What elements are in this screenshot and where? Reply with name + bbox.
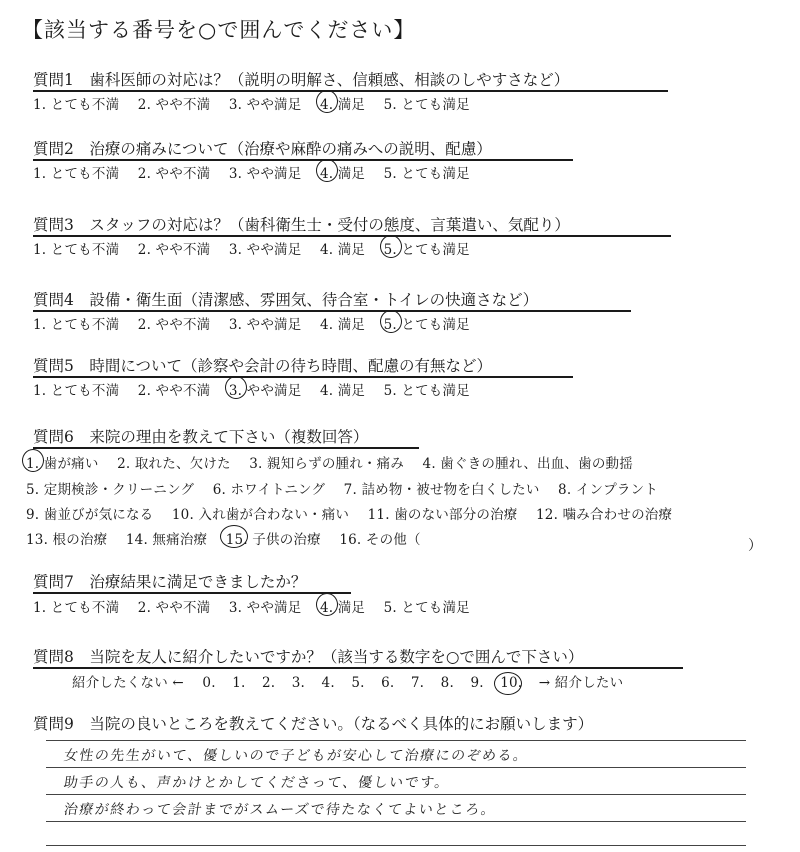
q2-option-4-selected[interactable]: 4. 満足	[320, 162, 365, 182]
q9-handwritten-answer-line-1: 女性の先生がいて、優しいので子どもが安心して治療にのぞめる。	[62, 748, 530, 764]
answer-ruled-line-5	[46, 845, 746, 846]
q2-option-2[interactable]: 2. やや不満	[137, 166, 211, 182]
q8-score-2[interactable]: 2.	[261, 675, 276, 691]
q7-option-4-selected[interactable]: 4. 満足	[320, 596, 365, 616]
question-1-title: 質問1 歯科医師の対応は？（説明の明解さ、信頼感、相談のしやすさなど）	[33, 71, 570, 89]
q5-option-2[interactable]: 2. やや不満	[137, 383, 211, 399]
q6-row-2	[26, 478, 672, 498]
q1-option-1[interactable]: 1. とても不満	[33, 97, 120, 113]
q4-option-4[interactable]: 4. 満足	[319, 317, 366, 333]
q7-option-2[interactable]: 2. やや不満	[137, 600, 211, 616]
answer-ruled-line-4	[46, 821, 746, 822]
q6-other-close-paren: ）	[748, 538, 762, 554]
form-header: 【該当する番号を○で囲んでください】	[22, 18, 416, 42]
q5-option-5[interactable]: 5. とても満足	[383, 383, 470, 399]
q1-option-2[interactable]: 2. やや不満	[137, 97, 211, 113]
q8-left-label: 紹介したくない ←	[72, 675, 184, 691]
question-2-title: 質問2 治療の痛みについて（治療や麻酔の痛みへの説明、配慮）	[33, 140, 492, 158]
q8-score-10-selected[interactable]: 10.	[500, 675, 523, 691]
q2-option-3[interactable]: 3. やや満足	[228, 166, 302, 182]
question-2-underline	[33, 159, 573, 161]
q8-score-9[interactable]: 9.	[470, 675, 484, 691]
question-6-title: 質問6 来院の理由を教えて下さい（複数回答）	[33, 428, 369, 446]
q3-option-3[interactable]: 3. やや満足	[228, 242, 302, 258]
q3-option-2[interactable]: 2. やや不満	[137, 242, 211, 258]
q6-option-8[interactable]: 8. インプラント	[558, 482, 659, 498]
q1-option-3[interactable]: 3. やや満足	[228, 97, 302, 113]
q6-option-3[interactable]: 3. 親知らずの腫れ・痛み	[249, 456, 405, 472]
q3-option-1[interactable]: 1. とても不満	[33, 242, 120, 258]
q5-option-4[interactable]: 4. 満足	[319, 383, 366, 399]
q6-option-11[interactable]: 11. 歯のない部分の治療	[367, 507, 518, 523]
q6-option-16-other[interactable]: 16. その他（	[339, 532, 421, 548]
q6-option-12[interactable]: 12. 噛み合わせの治療	[536, 507, 673, 523]
question-8-title: 質問8 当院を友人に紹介したいですか？（該当する数字を○で囲んで下さい）	[33, 648, 584, 666]
q6-row-1	[26, 452, 647, 472]
q6-option-9[interactable]: 9. 歯並びが気になる	[26, 507, 154, 523]
q8-score-4[interactable]: 4.	[321, 675, 335, 691]
question-3-title: 質問3 スタッフの対応は？（歯科衛生士・受付の態度、言葉遣い、気配り）	[33, 216, 570, 234]
question-1-options	[33, 93, 484, 113]
question-7-options	[33, 596, 484, 616]
question-8-underline	[33, 667, 683, 669]
question-4-title: 質問4 設備・衛生面（清潔感、雰囲気、待合室・トイレの快適さなど）	[33, 291, 539, 309]
q8-score-5[interactable]: 5.	[351, 675, 365, 691]
q1-option-4-selected[interactable]: 4. 満足	[320, 93, 365, 113]
question-2-options	[33, 162, 484, 182]
q2-option-1[interactable]: 1. とても不満	[33, 166, 120, 182]
q6-option-15-selected[interactable]: 15. 子供の治療	[226, 528, 321, 548]
q7-option-1[interactable]: 1. とても不満	[33, 600, 120, 616]
q8-scale-row	[72, 671, 637, 691]
q6-row-3	[26, 503, 686, 523]
question-5-title: 質問5 時間について（診察や会計の待ち時間、配慮の有無など）	[33, 357, 493, 375]
q6-option-14[interactable]: 14. 無痛治療	[125, 532, 208, 548]
q8-score-8[interactable]: 8.	[440, 675, 454, 691]
question-7-title: 質問7 治療結果に満足できましたか？	[33, 573, 307, 591]
q8-score-1[interactable]: 1.	[232, 675, 246, 691]
question-4-options	[33, 313, 484, 333]
q6-option-2[interactable]: 2. 取れた、欠けた	[117, 456, 231, 472]
q7-option-3[interactable]: 3. やや満足	[228, 600, 302, 616]
question-5-underline	[33, 376, 573, 378]
q9-handwritten-answer-line-2: 助手の人も、声かけとかしてくださって、優しいです。	[62, 775, 452, 791]
question-3-underline	[33, 235, 671, 237]
q8-score-0[interactable]: 0.	[202, 675, 216, 691]
q4-option-1[interactable]: 1. とても不満	[33, 317, 120, 333]
q1-option-5[interactable]: 5. とても満足	[383, 97, 470, 113]
question-6-underline	[33, 447, 419, 449]
question-7-underline	[33, 592, 351, 594]
q6-option-7[interactable]: 7. 詰め物・被せ物を白くしたい	[343, 482, 540, 498]
q6-option-1-selected[interactable]: 1. 歯が痛い	[26, 452, 99, 472]
q3-option-4[interactable]: 4. 満足	[319, 242, 366, 258]
q5-option-1[interactable]: 1. とても不満	[33, 383, 120, 399]
q6-option-10[interactable]: 10. 入れ歯が合わない・痛い	[171, 507, 350, 523]
question-1-underline	[33, 90, 668, 92]
q4-option-2[interactable]: 2. やや不満	[137, 317, 211, 333]
question-9-title: 質問9 当院の良いところを教えてください。（なるべく具体的にお願いします）	[33, 715, 594, 733]
q2-option-5[interactable]: 5. とても満足	[383, 166, 470, 182]
answer-ruled-line-2	[46, 767, 746, 768]
question-4-underline	[33, 310, 631, 312]
q6-row-4	[26, 528, 435, 548]
answer-ruled-line-1	[46, 740, 746, 741]
q7-option-5[interactable]: 5. とても満足	[383, 600, 470, 616]
q4-option-3[interactable]: 3. やや満足	[228, 317, 302, 333]
q9-handwritten-answer-line-3: 治療が終わって会計までがスムーズで待たなくてよいところ。	[62, 802, 498, 818]
q8-score-7[interactable]: 7.	[410, 675, 425, 691]
q6-option-6[interactable]: 6. ホワイトニング	[212, 482, 326, 498]
q6-option-5[interactable]: 5. 定期検診・クリーニング	[26, 482, 195, 498]
q5-option-3-selected[interactable]: 3. やや満足	[229, 379, 302, 399]
q4-option-5-selected[interactable]: 5. とても満足	[384, 313, 470, 333]
q6-option-4[interactable]: 4. 歯ぐきの腫れ、出血、歯の動揺	[422, 456, 633, 472]
q3-option-5-selected[interactable]: 5. とても満足	[384, 238, 470, 258]
answer-ruled-line-3	[46, 794, 746, 795]
question-5-options	[33, 379, 484, 399]
question-3-options	[33, 238, 484, 258]
q8-right-label: → 紹介したい	[538, 675, 624, 691]
q8-score-3[interactable]: 3.	[291, 675, 306, 691]
q8-score-6[interactable]: 6.	[381, 675, 395, 691]
q6-option-13[interactable]: 13. 根の治療	[26, 532, 108, 548]
